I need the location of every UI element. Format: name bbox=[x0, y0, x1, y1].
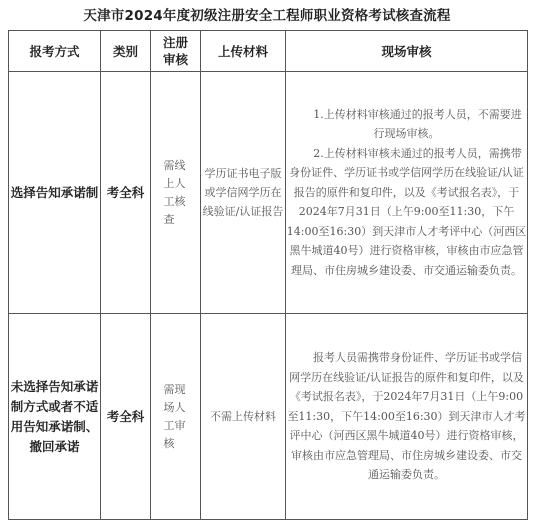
row-site-review bbox=[286, 314, 528, 520]
row-upload: 学历证书电子版或学信网学历在线验证/认证报告 bbox=[201, 72, 286, 314]
row-upload: 不需上传材料 bbox=[201, 314, 286, 520]
header-method: 报考方式 bbox=[9, 31, 101, 72]
header-audit: 注册审核 bbox=[151, 31, 201, 72]
header-category: 类别 bbox=[101, 31, 151, 72]
row-audit: 需线上人工核查 bbox=[151, 72, 201, 314]
row-method: 未选择告知承诺制方式或者不适用告知承诺制、撤回承诺 bbox=[9, 314, 101, 520]
table-row bbox=[9, 72, 528, 314]
header-upload: 上传材料 bbox=[201, 31, 286, 72]
review-process-table bbox=[8, 30, 528, 520]
header-site: 现场审核 bbox=[286, 31, 528, 72]
table-row bbox=[9, 314, 528, 520]
site-paragraph: 2.上传材料审核未通过的报考人员，需携带身份证件、学历证书或学信网学历在线验证/认证报告的原件和复印件，以及《考试报名表》，于2024年7月31日（上午9:00至11:30，下午14:00至16:30）到天津市人才考评中心（河西区黑牛城道40号）进行资格审核，审核由市应急管理局、市住房城乡建设委、市交通运输委负责。 bbox=[286, 146, 527, 277]
row-category: 考全科 bbox=[101, 72, 151, 314]
row-audit: 需现场人工审核 bbox=[151, 314, 201, 520]
page-title: 天津市2024年度初级注册安全工程师职业资格考试核查流程 bbox=[83, 8, 451, 24]
table-header-row bbox=[9, 31, 528, 72]
site-paragraph: 报考人员需携带身份证件、学历证书或学信网学历在线验证/认证报告的原件和复印件，以及《考试报名表》，于2024年7月31日（上午9:00至11:30，下午14:00至16:30）到天津市人才考评中心（河西区黑牛城道40号）进行资格审核，审核由市应急管理局、市住房城乡建设委、市交通运输委负责。 bbox=[287, 351, 526, 482]
site-paragraph: 1.上传材料审核通过的报考人员，不需要进行现场审核。 bbox=[313, 107, 522, 141]
row-category: 考全科 bbox=[101, 314, 151, 520]
row-site-review bbox=[286, 72, 528, 314]
row-method: 选择告知承诺制 bbox=[9, 72, 101, 314]
